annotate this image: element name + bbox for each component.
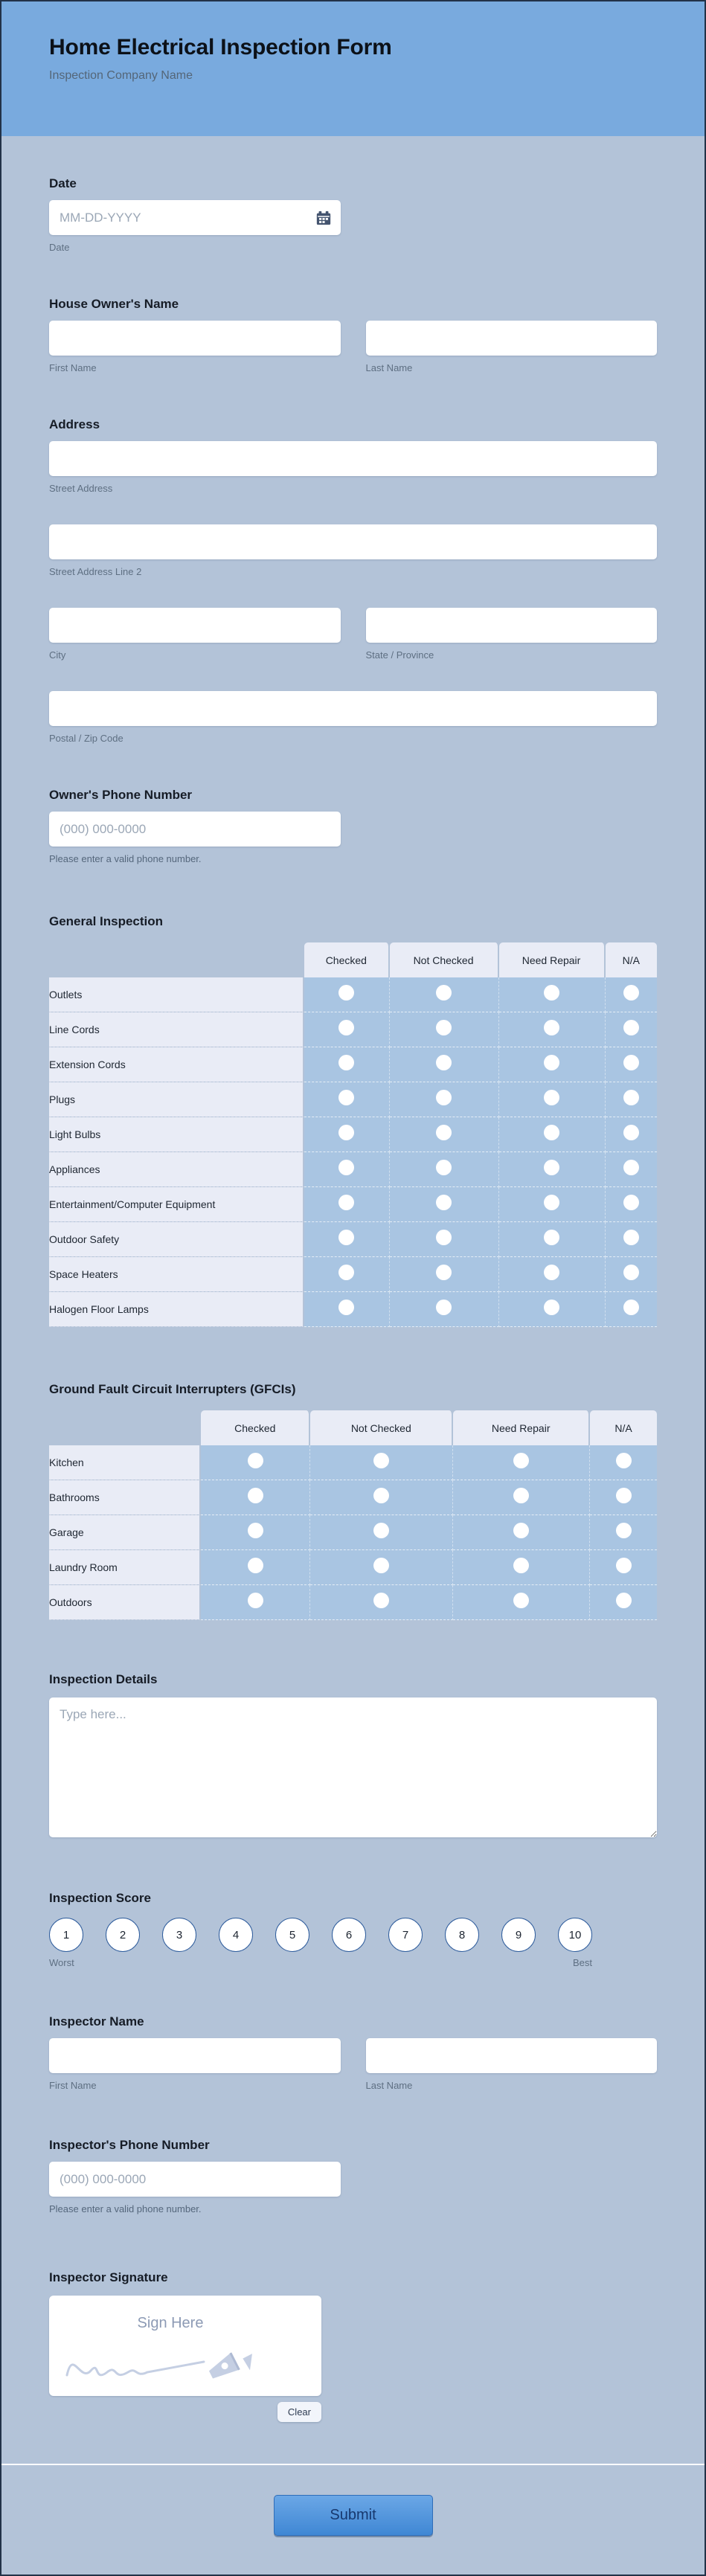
radio-button[interactable] (623, 1055, 639, 1070)
score-option-4[interactable]: 4 (219, 1918, 253, 1952)
calendar-icon[interactable] (315, 210, 332, 226)
inspector-signature-label: Inspector Signature (49, 2270, 168, 2284)
matrix-cell (606, 977, 657, 1012)
matrix-column-header: Checked (201, 1410, 310, 1445)
radio-button[interactable] (616, 1558, 632, 1573)
radio-button[interactable] (513, 1523, 529, 1538)
radio-button[interactable] (436, 1300, 452, 1315)
inspector-phone-label: Inspector's Phone Number (49, 2138, 210, 2152)
matrix-row-label: Kitchen (49, 1445, 201, 1480)
matrix-cell (453, 1585, 590, 1620)
radio-button[interactable] (623, 1300, 639, 1315)
matrix-cell (499, 1222, 606, 1257)
matrix-row (49, 1515, 657, 1550)
score-option-8[interactable]: 8 (445, 1918, 479, 1952)
street-address2-sublabel: Street Address Line 2 (49, 566, 142, 577)
question-owner-phone (49, 786, 657, 865)
inspector-first-name-input[interactable] (49, 2038, 341, 2073)
owner-last-name-sublabel: Last Name (365, 362, 413, 373)
radio-button[interactable] (544, 1300, 559, 1315)
general-inspection-label: General Inspection (49, 914, 164, 928)
matrix-row-label: Bathrooms (49, 1480, 201, 1515)
matrix-row (49, 1152, 657, 1187)
radio-button[interactable] (338, 1160, 354, 1175)
matrix-row (49, 1187, 657, 1222)
matrix-row (49, 1222, 657, 1257)
matrix-row (49, 1585, 657, 1620)
matrix-column-header: Need Repair (499, 942, 606, 977)
radio-button[interactable] (373, 1558, 389, 1573)
matrix-cell (390, 1117, 499, 1152)
radio-button[interactable] (436, 1160, 452, 1175)
street-address-sublabel: Street Address (49, 483, 113, 494)
matrix-row (49, 1047, 657, 1082)
matrix-corner (49, 942, 304, 977)
inspection-details-label: Inspection Details (49, 1672, 158, 1686)
state-sublabel: State / Province (365, 649, 434, 661)
date-input[interactable] (49, 200, 341, 235)
radio-button[interactable] (623, 1195, 639, 1210)
radio-button[interactable] (373, 1453, 389, 1468)
matrix-row (49, 1480, 657, 1515)
matrix-row (49, 1292, 657, 1327)
matrix-cell (390, 1047, 499, 1082)
radio-button[interactable] (623, 1090, 639, 1105)
radio-button[interactable] (436, 1020, 452, 1035)
form-header (1, 1, 705, 136)
matrix-cell (606, 1257, 657, 1292)
question-general-inspection (49, 913, 657, 1327)
matrix-cell (606, 1012, 657, 1047)
inspector-last-name-input[interactable] (366, 2038, 658, 2073)
radio-button[interactable] (544, 1195, 559, 1210)
matrix-cell (304, 1222, 389, 1257)
inspection-score-label: Inspection Score (49, 1891, 151, 1905)
matrix-cell (390, 1292, 499, 1327)
question-inspector-name (49, 2013, 657, 2092)
matrix-cell (590, 1585, 657, 1620)
radio-button[interactable] (616, 1523, 632, 1538)
question-date (49, 175, 657, 254)
matrix-column-header: Checked (304, 942, 389, 977)
matrix-row-label: Laundry Room (49, 1550, 201, 1585)
matrix-cell (590, 1515, 657, 1550)
matrix-row (49, 1257, 657, 1292)
owner-phone-input[interactable] (49, 812, 341, 847)
form-subtitle: Inspection Company Name (49, 69, 193, 82)
matrix-row-label: Outdoors (49, 1585, 201, 1620)
radio-button[interactable] (373, 1488, 389, 1503)
owner-phone-label: Owner's Phone Number (49, 788, 193, 802)
question-gfci (49, 1381, 657, 1620)
radio-button[interactable] (338, 1195, 354, 1210)
radio-button[interactable] (338, 985, 354, 1000)
matrix-row (49, 1445, 657, 1480)
matrix-cell (310, 1515, 453, 1550)
matrix-cell (304, 1292, 389, 1327)
inspector-phone-input[interactable] (49, 2162, 341, 2197)
radio-button[interactable] (338, 1055, 354, 1070)
score-best-label: Best (572, 1957, 592, 1968)
sign-here-text: Sign Here (137, 2315, 204, 2331)
radio-button[interactable] (436, 1230, 452, 1245)
matrix-cell (201, 1550, 310, 1585)
radio-button[interactable] (373, 1523, 389, 1538)
address-label: Address (49, 417, 100, 431)
matrix-cell (499, 1047, 606, 1082)
score-option-5[interactable]: 5 (275, 1918, 309, 1952)
matrix-column-header: Not Checked (310, 1410, 453, 1445)
matrix-cell (390, 1012, 499, 1047)
score-option-10[interactable]: 10 (558, 1918, 592, 1952)
radio-button[interactable] (544, 985, 559, 1000)
radio-button[interactable] (616, 1453, 632, 1468)
owner-phone-hint: Please enter a valid phone number. (49, 853, 202, 864)
radio-button[interactable] (544, 1020, 559, 1035)
score-worst-label: Worst (49, 1957, 74, 1968)
matrix-cell (499, 1152, 606, 1187)
radio-button[interactable] (544, 1125, 559, 1140)
radio-button[interactable] (436, 985, 452, 1000)
matrix-cell (201, 1480, 310, 1515)
radio-button[interactable] (436, 1125, 452, 1140)
inspector-phone-hint: Please enter a valid phone number. (49, 2203, 202, 2214)
radio-button[interactable] (436, 1265, 452, 1280)
question-house-owner-name (49, 295, 657, 374)
matrix-cell (201, 1445, 310, 1480)
matrix-cell (453, 1515, 590, 1550)
matrix-row-label: Entertainment/Computer Equipment (49, 1187, 304, 1222)
city-input[interactable] (49, 608, 341, 643)
matrix-row (49, 977, 657, 1012)
radio-button[interactable] (436, 1090, 452, 1105)
matrix-cell (310, 1585, 453, 1620)
radio-button[interactable] (248, 1593, 263, 1608)
matrix-row-label: Appliances (49, 1152, 304, 1187)
form-title: Home Electrical Inspection Form (49, 35, 392, 60)
score-scale (49, 1918, 657, 1952)
question-inspection-details (49, 1671, 657, 1837)
pen-nib-icon (62, 2334, 286, 2386)
matrix-row-label: Outdoor Safety (49, 1222, 304, 1257)
radio-button[interactable] (623, 1230, 639, 1245)
matrix-cell (499, 1187, 606, 1222)
matrix-cell (201, 1515, 310, 1550)
signature-clear-button[interactable]: Clear (277, 2402, 321, 2422)
matrix-cell (304, 1187, 389, 1222)
postal-code-sublabel: Postal / Zip Code (49, 733, 123, 744)
matrix-cell (606, 1187, 657, 1222)
score-option-6[interactable]: 6 (332, 1918, 366, 1952)
general-inspection-matrix (49, 942, 657, 1327)
radio-button[interactable] (616, 1593, 632, 1608)
matrix-cell (304, 1152, 389, 1187)
score-option-7[interactable]: 7 (388, 1918, 423, 1952)
matrix-cell (453, 1480, 590, 1515)
matrix-cell (304, 1047, 389, 1082)
radio-button[interactable] (513, 1593, 529, 1608)
radio-button[interactable] (338, 1300, 354, 1315)
matrix-cell (606, 1152, 657, 1187)
radio-button[interactable] (623, 1020, 639, 1035)
matrix-row-label: Extension Cords (49, 1047, 304, 1082)
date-sublabel: Date (49, 242, 70, 253)
submit-section (1, 2465, 705, 2576)
matrix-cell (606, 1117, 657, 1152)
matrix-column-header: Not Checked (390, 942, 499, 977)
score-option-1[interactable]: 1 (49, 1918, 83, 1952)
matrix-cell (390, 1152, 499, 1187)
question-inspector-phone (49, 2136, 657, 2215)
matrix-row-label: Plugs (49, 1082, 304, 1117)
inspection-details-textarea[interactable] (49, 1697, 657, 1837)
inspector-last-name-sublabel: Last Name (365, 2080, 413, 2091)
state-input[interactable] (366, 608, 658, 643)
score-option-3[interactable]: 3 (162, 1918, 196, 1952)
matrix-cell (499, 977, 606, 1012)
matrix-cell (390, 1082, 499, 1117)
radio-button[interactable] (544, 1265, 559, 1280)
street-address-input[interactable] (49, 441, 657, 476)
radio-button[interactable] (623, 985, 639, 1000)
radio-button[interactable] (616, 1488, 632, 1503)
question-inspection-score (49, 1889, 657, 1968)
radio-button[interactable] (623, 1160, 639, 1175)
radio-button[interactable] (623, 1125, 639, 1140)
matrix-cell (499, 1292, 606, 1327)
matrix-cell (304, 1257, 389, 1292)
matrix-cell (390, 1257, 499, 1292)
matrix-cell (390, 977, 499, 1012)
question-inspector-signature (49, 2269, 657, 2422)
radio-button[interactable] (338, 1090, 354, 1105)
matrix-cell (606, 1292, 657, 1327)
radio-button[interactable] (544, 1055, 559, 1070)
radio-button[interactable] (338, 1230, 354, 1245)
matrix-cell (390, 1222, 499, 1257)
matrix-cell (606, 1047, 657, 1082)
radio-button[interactable] (544, 1230, 559, 1245)
radio-button[interactable] (544, 1090, 559, 1105)
radio-button[interactable] (436, 1055, 452, 1070)
inspector-first-name-sublabel: First Name (49, 2080, 97, 2091)
inspector-name-label: Inspector Name (49, 2014, 144, 2029)
house-owner-name-label: House Owner's Name (49, 297, 179, 311)
matrix-row (49, 1012, 657, 1047)
radio-button[interactable] (544, 1160, 559, 1175)
matrix-cell (304, 1012, 389, 1047)
matrix-column-header: N/A (590, 1410, 657, 1445)
matrix-cell (453, 1550, 590, 1585)
date-label: Date (49, 176, 77, 190)
owner-last-name-input[interactable] (366, 321, 658, 356)
matrix-cell (453, 1445, 590, 1480)
radio-button[interactable] (436, 1195, 452, 1210)
matrix-cell (304, 1117, 389, 1152)
matrix-cell (499, 1117, 606, 1152)
radio-button[interactable] (623, 1265, 639, 1280)
matrix-cell (606, 1222, 657, 1257)
form-content (1, 175, 705, 2422)
matrix-row-label: Space Heaters (49, 1257, 304, 1292)
submit-button[interactable]: Submit (274, 2495, 433, 2536)
matrix-cell (201, 1585, 310, 1620)
radio-button[interactable] (338, 1020, 354, 1035)
city-sublabel: City (49, 649, 66, 661)
matrix-cell (499, 1082, 606, 1117)
radio-button[interactable] (338, 1125, 354, 1140)
radio-button[interactable] (248, 1453, 263, 1468)
radio-button[interactable] (248, 1558, 263, 1573)
radio-button[interactable] (338, 1265, 354, 1280)
matrix-column-header: N/A (606, 942, 657, 977)
matrix-row (49, 1117, 657, 1152)
matrix-corner (49, 1410, 201, 1445)
matrix-row-label: Light Bulbs (49, 1117, 304, 1152)
gfci-label: Ground Fault Circuit Interrupters (GFCIs) (49, 1382, 296, 1396)
matrix-cell (499, 1257, 606, 1292)
matrix-cell (304, 977, 389, 1012)
radio-button[interactable] (513, 1453, 529, 1468)
radio-button[interactable] (373, 1593, 389, 1608)
matrix-cell (390, 1187, 499, 1222)
question-address (49, 416, 657, 745)
matrix-row-label: Line Cords (49, 1012, 304, 1047)
score-option-9[interactable]: 9 (501, 1918, 536, 1952)
gfci-matrix (49, 1410, 657, 1620)
owner-first-name-input[interactable] (49, 321, 341, 356)
matrix-cell (310, 1480, 453, 1515)
matrix-cell (310, 1550, 453, 1585)
score-option-2[interactable]: 2 (106, 1918, 140, 1952)
radio-button[interactable] (513, 1558, 529, 1573)
street-address2-input[interactable] (49, 524, 657, 559)
radio-button[interactable] (513, 1488, 529, 1503)
matrix-row-label: Halogen Floor Lamps (49, 1292, 304, 1327)
matrix-cell (606, 1082, 657, 1117)
matrix-cell (590, 1550, 657, 1585)
signature-pad[interactable] (49, 2296, 321, 2396)
radio-button[interactable] (248, 1523, 263, 1538)
matrix-cell (310, 1445, 453, 1480)
matrix-cell (304, 1082, 389, 1117)
matrix-row (49, 1550, 657, 1585)
matrix-column-header: Need Repair (453, 1410, 590, 1445)
postal-code-input[interactable] (49, 691, 657, 726)
matrix-row-label: Garage (49, 1515, 201, 1550)
matrix-cell (590, 1480, 657, 1515)
owner-first-name-sublabel: First Name (49, 362, 97, 373)
matrix-row-label: Outlets (49, 977, 304, 1012)
radio-button[interactable] (248, 1488, 263, 1503)
matrix-cell (590, 1445, 657, 1480)
matrix-cell (499, 1012, 606, 1047)
matrix-row (49, 1082, 657, 1117)
